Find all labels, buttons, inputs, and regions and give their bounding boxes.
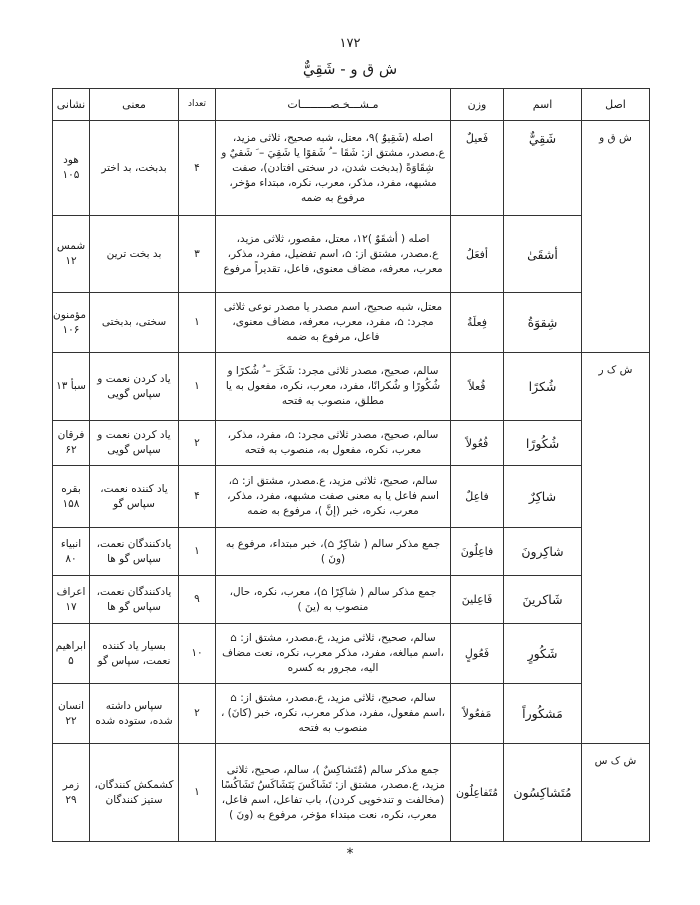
table-row (53, 684, 650, 744)
reference-cell: فرقان ۶٢ (53, 421, 90, 466)
table-header-row (53, 89, 650, 121)
meaning-cell: بد بخت ترین (90, 216, 179, 293)
description-cell: سالم، صحیح، مصدر ثلاثی مجرد: ⌂، مفرد، مذکر، معرب، نکره، مفعول به، منصوب به فتحه (216, 421, 451, 466)
count-cell: ۴ (179, 466, 216, 528)
word-table (52, 88, 650, 842)
meaning-cell: یاد کردن نعمت و سپاس گویی (90, 353, 179, 421)
table-row (53, 293, 650, 353)
header-meaning: معنی (90, 89, 179, 121)
description-cell: سالم، صحیح، مصدر ثلاثی مجرد: شَكَرَ – ُ شُكرًا و شُكُورًا و شُكرانًا، مفرد، معرب، نکره، مفعول به یا مطلق، منصوب به فتحه (216, 353, 451, 421)
table-row (53, 466, 650, 528)
table-row (53, 421, 650, 466)
reference-cell: بقره ١۵٨ (53, 466, 90, 528)
meaning-cell: کشمکش کنندگان، ستیز کنندگان (90, 744, 179, 842)
meaning-cell: بدبخت، بد اختر (90, 121, 179, 216)
description-cell: سالم، صحیح، ثلاثی مزید، ع.مصدر، مشتق از: ⌂، اسم فاعل یا به معنی صفت مشبهه، مفرد، مذکر، معرب، نکره، خبر (إنَّ )، مرفوع به ضمه (216, 466, 451, 528)
count-cell: ٢ (179, 421, 216, 466)
pattern-cell: فَاعِلينَ (451, 576, 504, 624)
meaning-cell: یادکنندگان نعمت، سپاس گو ها (90, 576, 179, 624)
pattern-cell: فُعُولاً (451, 421, 504, 466)
count-cell: ١ (179, 293, 216, 353)
page-number: ١٧٢ (339, 36, 361, 51)
pattern-cell: فاعِلٌ (451, 466, 504, 528)
header-reference: نشانی (53, 89, 90, 121)
meaning-cell: یادکنندگان نعمت، سپاس گو ها (90, 528, 179, 576)
description-cell: سالم، صحیح، ثلاثی مزید، ع.مصدر، مشتق از: ⌂ ،اسم مفعول، مفرد، مذکر معرب، نکره، خبر (كانَ) ، منصوب به فتحه (216, 684, 451, 744)
page-title: ش ق و - شَقِيٌّ (302, 60, 398, 78)
description-cell: جمع مذکر سالم ( شاكِرٌ ⌂)، خبر مبتداء، مرفوع به (ونَ ) (216, 528, 451, 576)
table-row (53, 744, 650, 842)
description-cell: جمع مذکر سالم (مُتَشاكِسٌ )، سالم، صحیح، ثلاثی مزید، ع.مصدر، مشتق از: تَشَاكَسَ يَتَشَاكَسُ تَشَاكُسًا (مخالفت و تندخویی کردن)، باب تفاعل، اسم فاعل، معرب، نکره، نعت مبتداء مؤخر، مرفوع به (ونَ ) (216, 744, 451, 842)
noun-cell: مَشكُوراً (504, 684, 582, 744)
table-row (53, 216, 650, 293)
noun-cell: شُكُورًا (504, 421, 582, 466)
reference-cell: ابراهیم ۵ (53, 624, 90, 684)
reference-cell: هود ١٠۵ (53, 121, 90, 216)
table-row (53, 528, 650, 576)
reference-cell: اعراف ١٧ (53, 576, 90, 624)
count-cell: ١ (179, 528, 216, 576)
description-cell: جمع مذکر سالم ( شاكِرًا ⌂)، معرب، نکره، حال، منصوب به (ینَ ) (216, 576, 451, 624)
table-row (53, 121, 650, 216)
pattern-cell: فَعيلٌ (451, 121, 504, 216)
pattern-cell: مُتَفاعِلُون (451, 744, 504, 842)
noun-cell: شاكِرونَ (504, 528, 582, 576)
meaning-cell: سختی، بدبختی (90, 293, 179, 353)
header-root: اصل (582, 89, 650, 121)
meaning-cell: بسیار یاد کننده نعمت، سپاس گو (90, 624, 179, 684)
noun-cell: شَقِيٌّ (504, 121, 582, 216)
count-cell: ٣ (179, 216, 216, 293)
noun-cell: شَكُورٍ (504, 624, 582, 684)
meaning-cell: یاد کردن نعمت و سپاس گویی (90, 421, 179, 466)
root-cell: ش ق و (582, 121, 650, 353)
footer-mark: * (346, 846, 354, 862)
noun-cell: أشقَىٰ (504, 216, 582, 293)
table-row (53, 353, 650, 421)
header-count: تعداد (179, 89, 216, 121)
count-cell: ١٠ (179, 624, 216, 684)
table-row (53, 624, 650, 684)
count-cell: ٢ (179, 684, 216, 744)
description-cell: معتل، شبه صحیح، اسم مصدر یا مصدر نوعی ثلاثی مجرد: ⌂، مفرد، معرب، معرفه، مضاف معنوی، فاعل، مرفوع به ضمه (216, 293, 451, 353)
pattern-cell: فَعُولٍ (451, 624, 504, 684)
header-noun: اسم (504, 89, 582, 121)
description-cell: اصله (شَقِيوٌ )٩، معتل، شبه صحیح، ثلاثی مزید، ع.مصدر، مشتق از: شَقَا – ُ شَقوًا یا شَقِيَ – َ شَقيٌ و شِقَاوَةً (بدبخت شدن، در سختی افتادن)، صفت مشبهه، مفرد، مذکر، معرب، نکره، مبتداء مؤخر، مرفوع به ضمه (216, 121, 451, 216)
description-cell: اصله ( أشقَوٌ )١٢، معتل، مقصور، ثلاثی مزید، ع.مصدر، مشتق از: ⌂، اسم تفضیل، مفرد، مذکر، معرب، معرفه، مضاف معنوی، فاعل، تقدیراً مرفوع (216, 216, 451, 293)
pattern-cell: فُعلاً (451, 353, 504, 421)
noun-cell: شُكرًا (504, 353, 582, 421)
count-cell: ١ (179, 744, 216, 842)
noun-cell: شاكِرٌ (504, 466, 582, 528)
reference-cell: شمس ١٢ (53, 216, 90, 293)
pattern-cell: فاعِلُونَ (451, 528, 504, 576)
description-cell: سالم، صحیح، ثلاثی مزید، ع.مصدر، مشتق از: ⌂ ،اسم مبالغه، مفرد، مذکر معرب، نکره، نعت مضاف الیه، مجرور به کسره (216, 624, 451, 684)
pattern-cell: فِعلَةُ (451, 293, 504, 353)
count-cell: ٩ (179, 576, 216, 624)
header-description: مـشـــخـصـــــــــات (216, 89, 451, 121)
pattern-cell: أفعَلُ (451, 216, 504, 293)
noun-cell: شِقوَةُ (504, 293, 582, 353)
count-cell: ۴ (179, 121, 216, 216)
header-pattern: وزن (451, 89, 504, 121)
noun-cell: شَاكرينَ (504, 576, 582, 624)
pattern-cell: مَفعُولاً (451, 684, 504, 744)
noun-cell: مُتَشاكِسُون (504, 744, 582, 842)
meaning-cell: یاد کننده نعمت، سپاس گو (90, 466, 179, 528)
reference-cell: مؤمنون ١٠۶ (53, 293, 90, 353)
root-cell: ش ک ر (582, 353, 650, 744)
reference-cell: انبیاء ٨٠ (53, 528, 90, 576)
root-cell: ش ک س (582, 744, 650, 842)
meaning-cell: سپاس داشته شده، ستوده شده (90, 684, 179, 744)
count-cell: ١ (179, 353, 216, 421)
reference-cell: سبأ ١٣ (53, 353, 90, 421)
reference-cell: انسان ٢٢ (53, 684, 90, 744)
reference-cell: زمر ٢٩ (53, 744, 90, 842)
table-row (53, 576, 650, 624)
